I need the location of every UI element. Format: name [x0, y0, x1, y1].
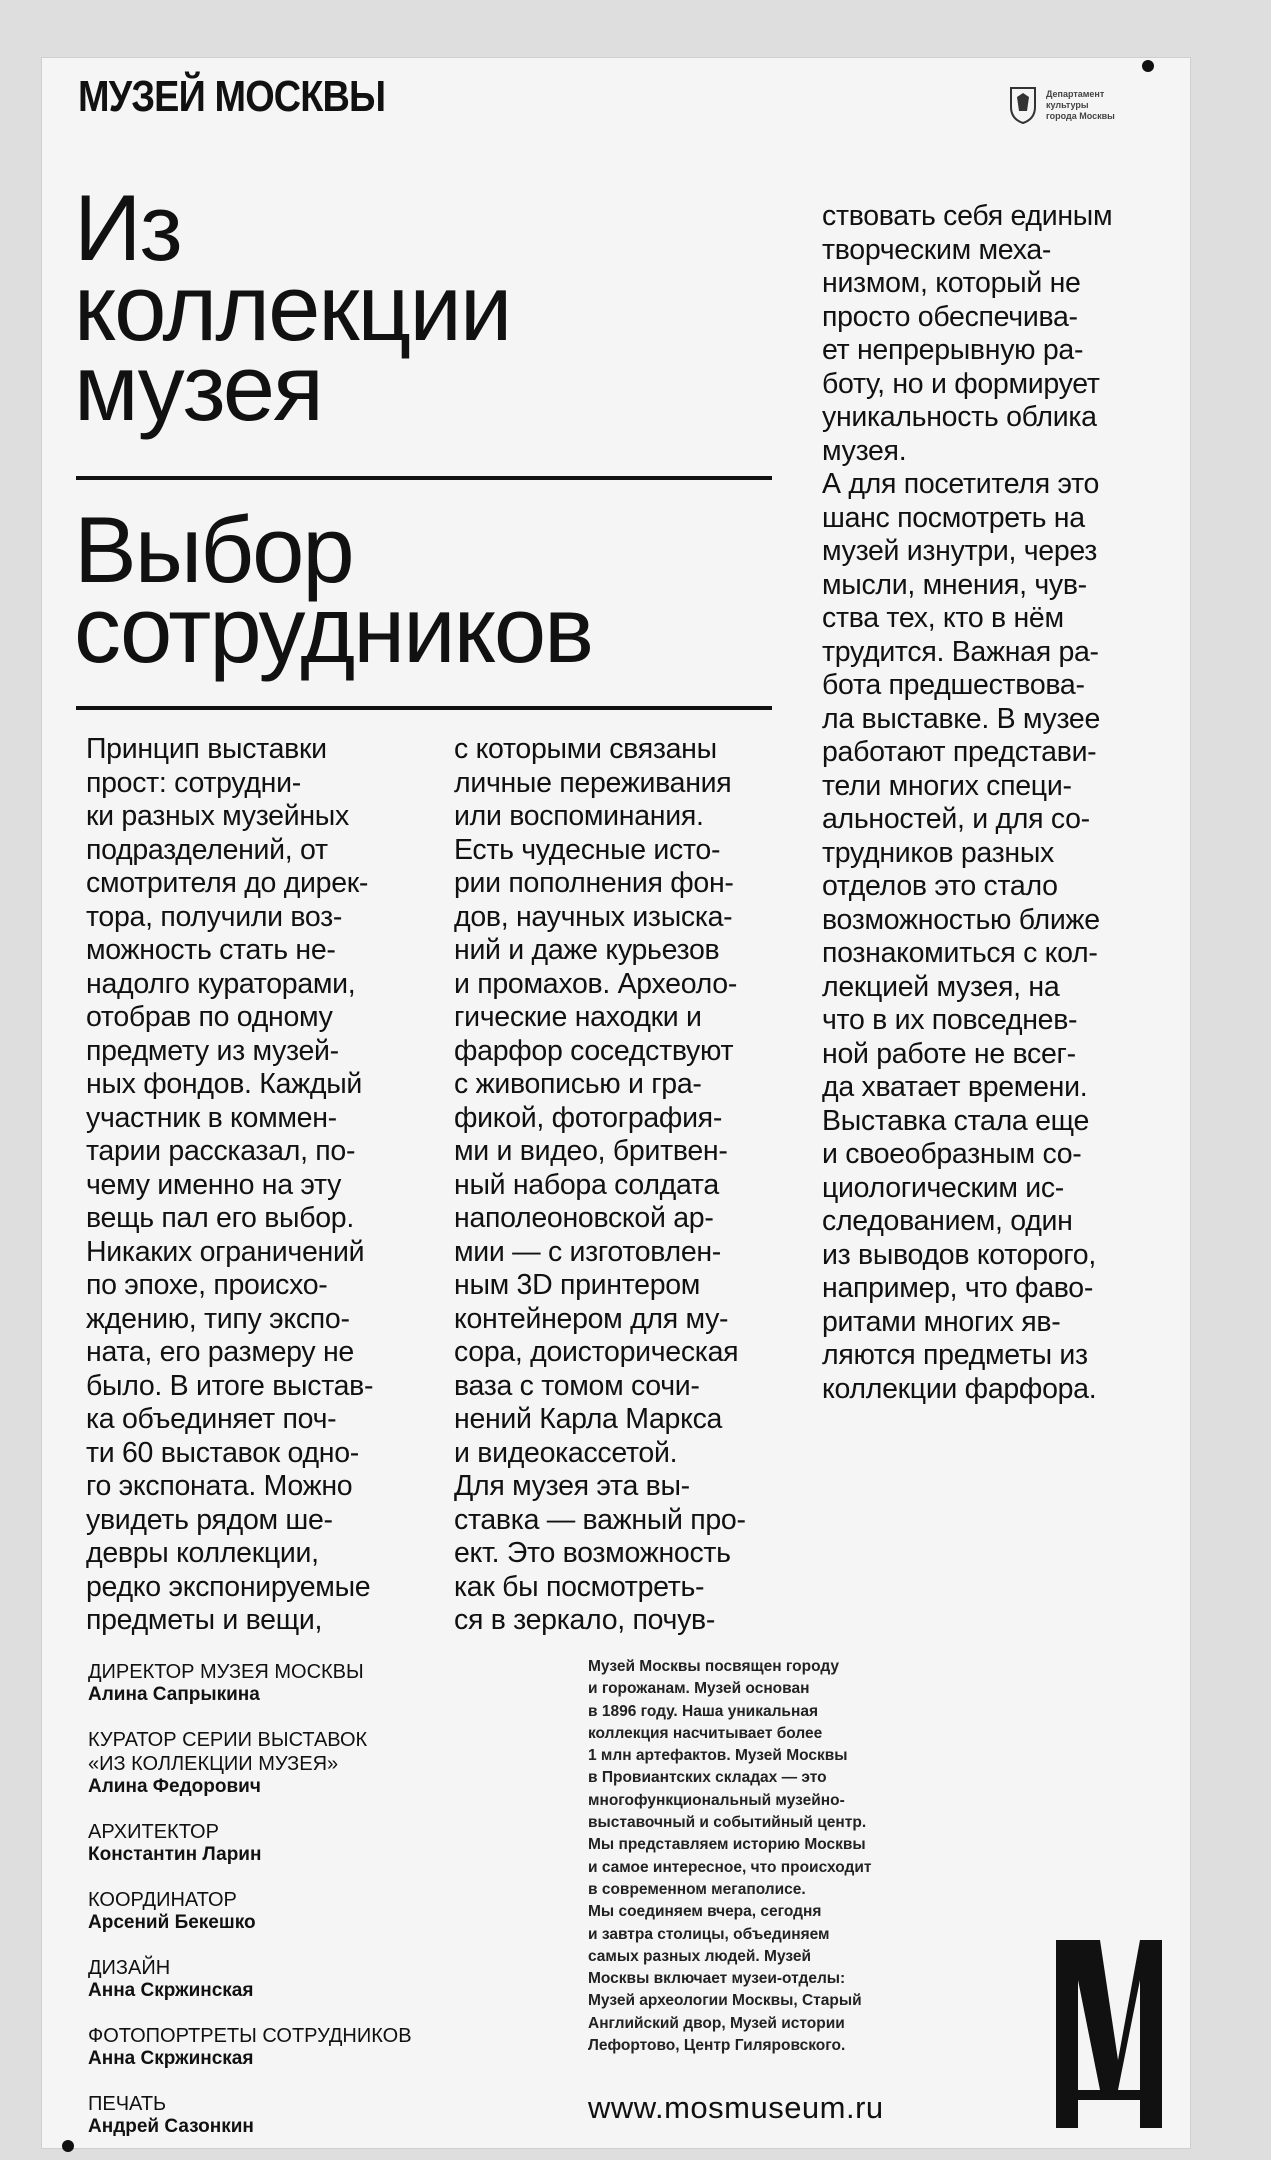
text-line: и самое интересное, что происходит — [588, 1858, 872, 1876]
text-line: познакомиться с кол- — [822, 937, 1098, 969]
text-line: А для посетителя это — [822, 468, 1100, 500]
text-line: сора, доисторическая — [454, 1336, 739, 1368]
dept-logo-line: Департамент — [1046, 88, 1105, 99]
text-line: трудников разных — [822, 836, 1054, 869]
text-line: подразделений, от — [86, 833, 328, 866]
credit-item — [88, 1660, 412, 1706]
credit-role: ДИРЕКТОР МУЗЕЯ МОСКВЫ — [88, 1661, 364, 1683]
text-line: наполеоновской ар- — [454, 1202, 714, 1234]
text-line: трудится. Важная ра- — [822, 635, 1099, 668]
text-line: смотрителя до дирек- — [86, 867, 369, 899]
credit-role: ФОТОПОРТРЕТЫ СОТРУДНИКОВ — [88, 2025, 412, 2047]
text-line: лекцией музея, на — [822, 970, 1060, 1003]
text-line: ся в зеркало, почув- — [454, 1604, 716, 1636]
text-line: мысли, мнения, чув- — [822, 568, 1087, 601]
credit-name: Арсений Бекешко — [88, 1912, 256, 1933]
text-line: фарфор соседствуют — [454, 1034, 734, 1067]
text-line: многофункциональный музейно- — [588, 1791, 845, 1809]
text-line: в Провиантских складах — это — [588, 1769, 827, 1787]
text-line: Принцип выставки — [86, 733, 327, 765]
text-line: Музей археологии Москвы, Старый — [588, 1992, 862, 2010]
text-line: из выводов которого, — [822, 1238, 1096, 1271]
dept-logo-line: культуры — [1046, 99, 1089, 110]
title-divider — [76, 706, 772, 710]
text-line: ритами многих яв- — [822, 1305, 1061, 1338]
text-line: коллекции фарфора. — [822, 1372, 1097, 1405]
text-line: Английский двор, Музей истории — [588, 2014, 845, 2032]
text-line: участник в коммен- — [86, 1101, 337, 1134]
department-logo — [1008, 80, 1158, 130]
text-line: с живописью и гра- — [454, 1068, 702, 1100]
text-line: ным 3D принтером — [454, 1269, 701, 1301]
text-line: го экспоната. Можно — [86, 1470, 353, 1502]
text-line: ет непрерывную ра- — [822, 334, 1084, 366]
text-line: рии пополнения фон- — [454, 867, 734, 899]
text-line: отобрав по одному — [86, 1001, 333, 1033]
text-line: было. В итоге выстав- — [86, 1369, 374, 1402]
text-line: возможностью ближе — [822, 903, 1100, 936]
text-line: ект. Это возможность — [454, 1537, 731, 1569]
coat-of-arms-icon — [1008, 85, 1038, 125]
text-line: и завтра столицы, объединяем — [588, 1925, 830, 1943]
text-line: альностей, и для со- — [822, 803, 1090, 835]
text-line: в современном мегаполисе. — [588, 1880, 806, 1898]
text-line: отделов это стало — [822, 870, 1058, 902]
text-line: циологическим ис- — [822, 1171, 1064, 1204]
website-link[interactable]: www.mosmuseum.ru — [588, 2090, 884, 2125]
text-line: вещь пал его выбор. — [86, 1202, 354, 1234]
museum-about-text — [588, 1656, 871, 2057]
body-column-1 — [86, 733, 373, 1638]
museum-name: МУЗЕЙ МОСКВЫ — [78, 72, 386, 121]
text-line: ствовать себя единым — [822, 200, 1113, 232]
text-line: что в их повседнев- — [822, 1004, 1078, 1036]
text-line: ных фондов. Каждый — [86, 1068, 363, 1100]
text-line: боту, но и формирует — [822, 367, 1100, 400]
text-line: или воспоминания. — [454, 800, 704, 832]
text-line: Москвы включает музеи-отделы: — [588, 1970, 846, 1988]
pin-bottom-left — [62, 2140, 74, 2152]
text-line: музея. — [822, 434, 907, 467]
text-line: уникальность облика — [822, 401, 1097, 433]
title-line: музея — [74, 335, 322, 440]
text-line: контейнером для му- — [454, 1302, 729, 1335]
body-column-2 — [454, 733, 746, 1638]
text-line: Лефортово, Центр Гиляровского. — [588, 2037, 846, 2055]
text-line: мии — с изготовлен- — [454, 1235, 721, 1268]
credit-name: Константин Ларин — [88, 1844, 262, 1865]
credit-item — [88, 2024, 412, 2070]
text-line: ждению, типу экспо- — [86, 1302, 350, 1335]
text-line: увидеть рядом ше- — [86, 1503, 333, 1536]
credit-item — [88, 1888, 412, 1934]
text-line: ти 60 выставок одно- — [86, 1436, 359, 1469]
text-line: ната, его размеру не — [86, 1336, 354, 1368]
credit-role: ДИЗАЙН — [88, 1957, 171, 1979]
text-line: ляются предметы из — [822, 1339, 1088, 1371]
text-line: просто обеспечива- — [822, 300, 1078, 333]
credit-role: АРХИТЕКТОР — [88, 1821, 219, 1843]
text-line: следованием, один — [822, 1205, 1073, 1237]
text-line: Есть чудесные исто- — [454, 833, 721, 866]
text-line: гические находки и — [454, 1001, 702, 1033]
text-line: предмету из музей- — [86, 1034, 339, 1067]
text-line: ной работе не всег- — [822, 1037, 1076, 1070]
text-line: надолго кураторами, — [86, 967, 356, 1000]
text-line: музей изнутри, через — [822, 535, 1098, 567]
text-line: тели многих специ- — [822, 769, 1072, 802]
text-line: Мы представляем историю Москвы — [588, 1836, 866, 1854]
text-line: ный набора солдата — [454, 1168, 719, 1201]
text-line: самых разных людей. Музей — [588, 1947, 812, 1965]
text-line: нений Карла Маркса — [454, 1403, 723, 1435]
text-line: с которыми связаны — [454, 733, 717, 765]
text-line: выставочный и событийный центр. — [588, 1814, 867, 1832]
text-line: например, что фаво- — [822, 1272, 1094, 1304]
text-line: работают представи- — [822, 736, 1097, 768]
pin-top-right — [1142, 60, 1154, 72]
text-line: Выставка стала еще — [822, 1104, 1089, 1137]
credit-name: Андрей Сазонкин — [88, 2116, 254, 2137]
text-line: ла выставке. В музее — [822, 702, 1101, 735]
text-line: в 1896 году. Наша уникальная — [588, 1702, 818, 1720]
text-line: Мы соединяем вчера, сегодня — [588, 1903, 822, 1921]
title-collection — [74, 175, 511, 440]
text-line: бота предшествова- — [822, 669, 1085, 701]
text-line: можность стать не- — [86, 934, 336, 966]
text-line: и горожанам. Музей основан — [588, 1680, 810, 1698]
text-line: шанс посмотреть на — [822, 501, 1085, 534]
text-line: редко экспонируемые — [86, 1570, 371, 1603]
credit-role: ПЕЧАТЬ — [88, 2093, 167, 2115]
credit-item — [88, 1728, 412, 1798]
text-line: по эпохе, происхо- — [86, 1269, 328, 1301]
credit-item — [88, 2092, 412, 2138]
text-line: Для музея эта вы- — [454, 1470, 690, 1502]
text-line: Музей Москвы посвящен городу — [588, 1658, 839, 1675]
text-line: ми и видео, бритвен- — [454, 1135, 728, 1167]
text-line: и своеобразным со- — [822, 1138, 1082, 1170]
credit-name: Анна Скржинская — [88, 1980, 254, 2001]
credit-item — [88, 1956, 412, 2002]
text-line: прост: сотрудни- — [86, 766, 301, 799]
credit-role: «ИЗ КОЛЛЕКЦИИ МУЗЕЯ» — [88, 1753, 339, 1775]
text-line: как бы посмотреть- — [454, 1570, 705, 1603]
text-line: предметы и вещи, — [86, 1604, 323, 1636]
text-line: девры коллекции, — [86, 1537, 319, 1569]
text-line: ства тех, кто в нём — [822, 602, 1064, 634]
text-line: тарии рассказал, по- — [86, 1135, 356, 1167]
title-divider — [76, 476, 772, 480]
title-line: Выбор — [74, 497, 353, 602]
text-line: творческим меха- — [822, 233, 1052, 266]
text-line: ний и даже курьезов — [454, 934, 720, 966]
title-line: коллекции — [74, 255, 511, 360]
text-line: личные переживания — [454, 766, 732, 799]
dept-logo-line: города Москвы — [1046, 110, 1115, 121]
credit-item — [88, 1820, 412, 1866]
body-column-3 — [822, 200, 1112, 1406]
title-line: Из — [74, 175, 181, 280]
text-line: и промахов. Археоло- — [454, 967, 738, 1000]
credit-name: Алина Федорович — [88, 1776, 261, 1797]
title-line: сотрудников — [74, 577, 593, 682]
text-line: ваза с томом сочи- — [454, 1369, 700, 1402]
credit-name: Алина Сапрыкина — [88, 1684, 260, 1705]
text-line: тора, получили воз- — [86, 900, 343, 933]
text-line: коллекция насчитывает более — [588, 1724, 823, 1742]
title-staff-choice — [74, 497, 593, 682]
credit-role: КООРДИНАТОР — [88, 1889, 237, 1911]
text-line: и видеокассетой. — [454, 1436, 678, 1469]
text-line: ки разных музейных — [86, 800, 349, 832]
text-line: дов, научных изыска- — [454, 900, 733, 933]
credit-role: КУРАТОР СЕРИИ ВЫСТАВОК — [88, 1729, 368, 1751]
text-line: да хватает времени. — [822, 1071, 1088, 1103]
credit-name: Анна Скржинская — [88, 2048, 254, 2069]
text-line: ставка — важный про- — [454, 1503, 746, 1536]
museum-m-logo-icon — [1056, 1940, 1162, 2128]
credits-list — [88, 1660, 412, 2160]
text-line: Никаких ограничений — [86, 1235, 365, 1268]
text-line: чему именно на эту — [86, 1168, 342, 1201]
text-line: 1 млн артефактов. Музей Москвы — [588, 1747, 848, 1765]
text-line: фикой, фотография- — [454, 1101, 723, 1134]
text-line: ка объединяет поч- — [86, 1403, 337, 1435]
text-line: низмом, который не — [822, 267, 1081, 299]
